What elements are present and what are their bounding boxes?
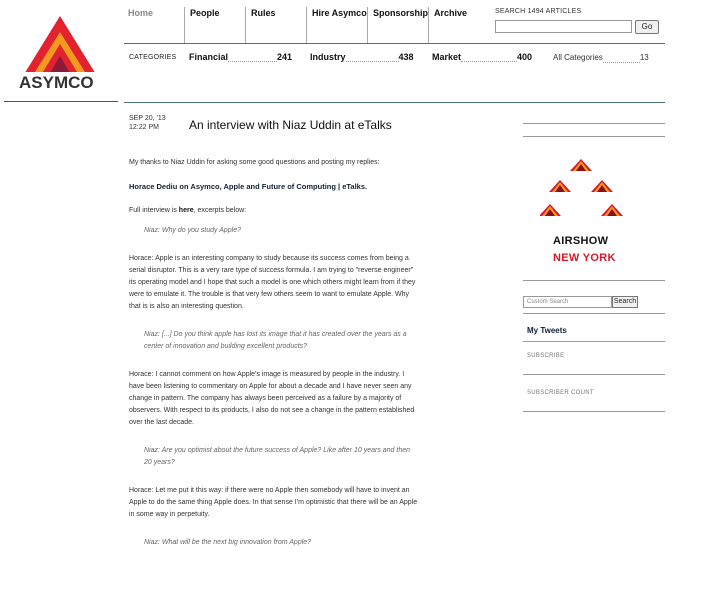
sidebar-divider	[523, 136, 665, 137]
category-name: Market	[432, 52, 462, 62]
post-title[interactable]: An interview with Niaz Uddin at eTalks	[189, 118, 392, 133]
sidebar-divider	[523, 123, 665, 124]
post-date-day: SEP 20, '13	[129, 115, 166, 122]
categories-bar	[124, 44, 665, 102]
google-search-input[interactable]	[523, 296, 612, 308]
category-financial[interactable]	[189, 52, 292, 62]
search-label: SEARCH 1494 ARTICLES	[495, 8, 582, 15]
category-industry[interactable]	[310, 52, 414, 62]
search-input[interactable]	[495, 20, 632, 33]
dot-leader	[228, 52, 277, 62]
nav-rules[interactable]: Rules	[245, 7, 307, 43]
go-button[interactable]: Go	[635, 20, 659, 34]
post-date-time: 12:22 PM	[129, 124, 159, 131]
top-nav	[124, 7, 664, 43]
nav-home[interactable]: Home	[128, 8, 154, 18]
subscriber-count-heading: SUBSCRIBER COUNT	[527, 390, 594, 396]
dot-leader	[603, 53, 640, 63]
jet-icon	[549, 180, 571, 192]
ad-line-newyork[interactable]: NEW YORK	[553, 252, 616, 264]
category-name: Industry	[310, 52, 346, 62]
article-link-paragraph	[129, 181, 419, 193]
full-prefix: Full interview is	[129, 207, 179, 214]
categories-label: CATEGORIES	[129, 54, 177, 61]
category-market[interactable]	[432, 52, 532, 62]
post-body	[129, 157, 419, 549]
full-interview-line	[129, 205, 419, 217]
jet-icon	[540, 204, 561, 216]
category-count: 13	[639, 53, 649, 62]
dot-leader	[346, 52, 399, 62]
answer-3: Horace: Let me put it this way: if there were no Apple then somebody will have to invent an Apple to do the same thing Apple does. In that sense I'm optimistic that there will be an Apple in some way in perpetuity.	[129, 487, 418, 518]
sidebar-divider	[523, 341, 665, 342]
question-4: Niaz: What will be the next big innovation from Apple?	[144, 539, 312, 546]
post-date	[129, 114, 166, 132]
ad-line-airshow[interactable]: AIRSHOW	[553, 235, 609, 247]
nav-hire-asymco[interactable]: Hire Asymco	[306, 7, 368, 43]
category-count: 241	[277, 52, 293, 62]
search-placeholder: Custom Search	[527, 299, 569, 305]
answer-1: Horace: Apple is an interesting company to study because its success comes from being a serial disruptor. This is a very rare type of success formula. I am trying to "reverse engineer" its operating model and I hope that such a model is one which others might learn from if they were to emulate it. The trouble is that very few others seem to want to emulate Apple. Why that is is also an interesting question.	[129, 255, 416, 310]
sidebar-divider	[523, 411, 665, 412]
dot-leader	[461, 52, 517, 62]
here-link[interactable]: here	[178, 207, 194, 214]
google-search-button[interactable]: Search	[612, 296, 638, 308]
jet-icon	[601, 204, 623, 216]
article-link[interactable]: Horace Dediu on Asymco, Apple and Future of Computing | eTalks	[129, 182, 366, 191]
category-name: Financial	[189, 52, 229, 62]
question-3: Niaz: Are you optimist about the future success of Apple? Like after 10 years and then 20 years?	[144, 447, 411, 466]
logo-wordmark[interactable]: ASYMCO	[19, 73, 94, 92]
category-name: All Categories	[553, 53, 603, 62]
jet-icon	[591, 180, 613, 192]
full-suffix: , excerpts below:	[193, 207, 247, 214]
category-all[interactable]	[553, 53, 649, 63]
question-2: Niaz: [...] Do you think apple has lost its image that it has created over the years as a center of innovation and building excellent products?	[144, 331, 407, 350]
category-count: 400	[517, 52, 533, 62]
category-count: 438	[398, 52, 414, 62]
nav-archive[interactable]: Archive	[428, 7, 490, 43]
logo-divider	[4, 101, 118, 102]
post-intro: My thanks to Niaz Uddin for asking some good questions and posting my replies:	[129, 159, 380, 166]
sidebar-divider	[523, 374, 665, 375]
jet-icon	[570, 159, 592, 171]
nav-people[interactable]: People	[184, 7, 245, 43]
answer-2: Horace: I cannot comment on how Apple's image is measured by people in the industry. I have been listening to commentary on Apple for about a decade and I have never seen any change in pattern. The company has always been perceived as a failure by a majority of observers. With respect to its products, I also do not see a change in the pattern established over the last decade.	[129, 371, 415, 426]
link-suffix: .	[365, 182, 368, 191]
sidebar-divider	[523, 280, 665, 281]
subscribe-heading[interactable]: SUBSCRIBE	[527, 353, 565, 359]
nav-sponsorship[interactable]: Sponsorship	[367, 7, 428, 43]
categories-divider	[124, 102, 665, 103]
question-1: Niaz: Why do you study Apple?	[144, 227, 242, 234]
sidebar-divider	[523, 313, 665, 314]
my-tweets-link[interactable]: My Tweets	[527, 326, 567, 335]
